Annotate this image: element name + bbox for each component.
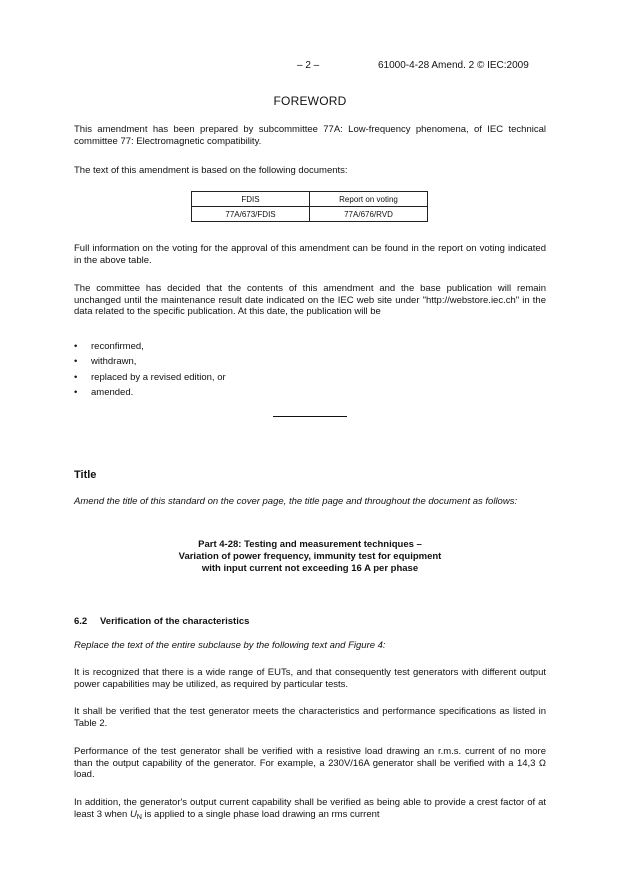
part-title-line: Variation of power frequency, immunity test for equipment bbox=[178, 551, 442, 562]
list-item: • replaced by a revised edition, or bbox=[74, 371, 226, 383]
outcome-list bbox=[74, 341, 226, 402]
voting-info-paragraph: Full information on the voting for the approval of this amendment can be found in the report on voting indicated in the above table. bbox=[74, 243, 546, 266]
section-paragraph-4: In addition, the generator's output current capability shall be verified as being able to provide a crest factor of at least 3 when $U_N$ is applied to a single phase load drawing an rms current bbox=[74, 797, 546, 821]
section-title: Verification of the characteristics bbox=[100, 616, 250, 627]
list-item: • withdrawn, bbox=[74, 356, 137, 368]
section-number: 6.2 bbox=[74, 616, 88, 627]
part-title bbox=[0, 539, 620, 575]
list-item: • reconfirmed, bbox=[74, 341, 144, 352]
part-title-line: Part 4-28: Testing and measurement techniques – bbox=[198, 539, 422, 550]
divider-rule bbox=[273, 416, 347, 417]
voltage-subscript: N bbox=[136, 813, 142, 821]
title-heading: Title bbox=[74, 469, 97, 481]
bullet-icon: • bbox=[74, 371, 78, 383]
committee-decision-paragraph: The committee has decided that the contents of this amendment and the base publication will remain unchanged until the maintenance result date indicated on the IEC web site under "http://webstore.iec.ch" in the data related to the specific publication. At this date, the publication will be bbox=[74, 283, 546, 318]
title-instruction: Amend the title of this standard on the cover page, the title page and throughout the document as follows: bbox=[74, 496, 518, 507]
document-reference: 61000-4-28 Amend. 2 © IEC:2009 bbox=[378, 60, 529, 71]
voting-documents-table bbox=[191, 191, 428, 222]
part-title-line: with input current not exceeding 16 A per phase bbox=[201, 563, 419, 574]
page-number: – 2 – bbox=[297, 60, 320, 71]
based-on-paragraph: The text of this amendment is based on the following documents: bbox=[74, 165, 348, 176]
table-cell: 77A/673/FDIS bbox=[192, 207, 310, 222]
voltage-symbol: U bbox=[129, 808, 137, 820]
bullet-icon: • bbox=[74, 356, 78, 368]
table-header-cell: FDIS bbox=[192, 192, 310, 207]
section-paragraph-1: It is recognized that there is a wide range of EUTs, and that consequently test generators with different output power capabilities may be utilized, as required by particular tests. bbox=[74, 667, 546, 690]
bullet-icon: • bbox=[74, 341, 78, 352]
section-instruction: Replace the text of the entire subclause by the following text and Figure 4: bbox=[74, 640, 386, 651]
table-header-cell: Report on voting bbox=[310, 192, 428, 207]
intro-paragraph: This amendment has been prepared by subcommittee 77A: Low-frequency phenomena, of IEC technical committee 77: Electromagnetic compatibility. bbox=[74, 124, 546, 147]
bullet-icon: • bbox=[74, 386, 78, 398]
table-cell: 77A/676/RVD bbox=[310, 207, 428, 222]
section-heading bbox=[74, 616, 249, 627]
section-paragraph-2: It shall be verified that the test generator meets the characteristics and performance specifications as listed in Table 2. bbox=[74, 706, 546, 729]
table-row bbox=[192, 207, 428, 222]
table-header-row bbox=[192, 192, 428, 207]
section-paragraph-3: Performance of the test generator shall be verified with a resistive load drawing an r.m.s. current of no more than the output capability of the generator. For example, a 230V/16A generator shall be verified with a 14,3 Ω load. bbox=[74, 746, 546, 781]
list-item: • amended. bbox=[74, 386, 134, 398]
foreword-heading: FOREWORD bbox=[273, 94, 347, 108]
